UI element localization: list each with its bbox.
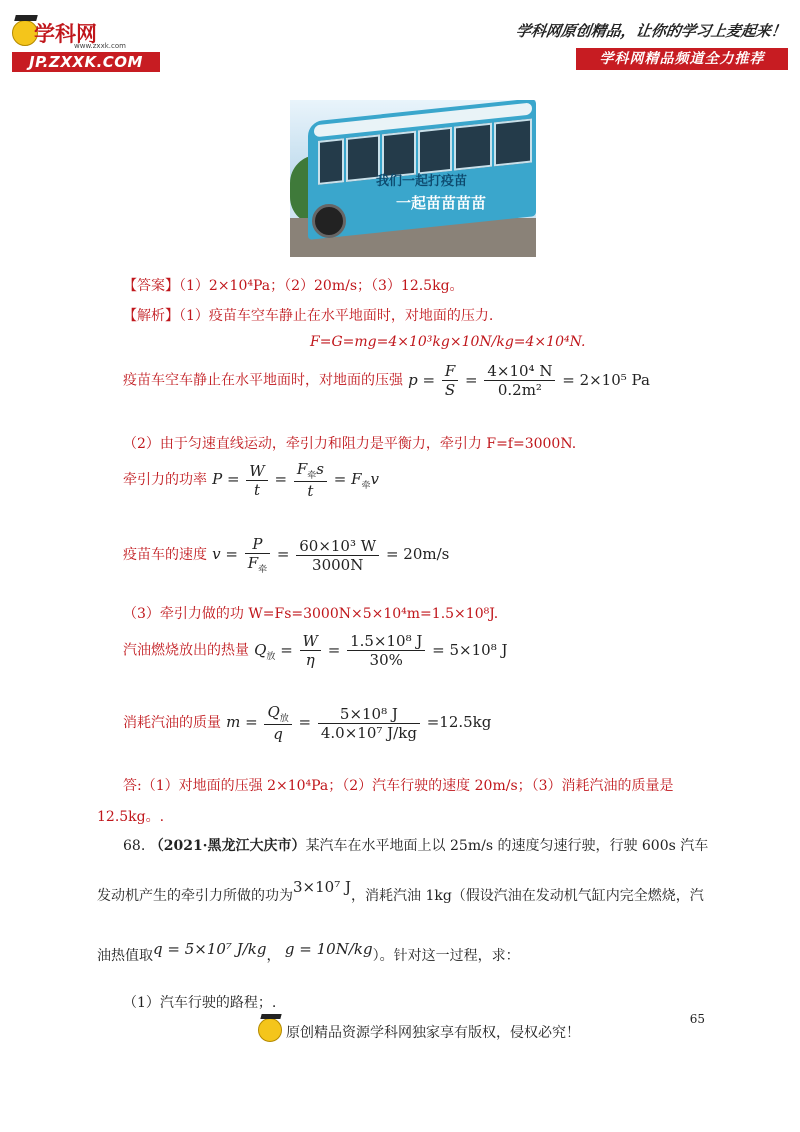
- bus-slogan-line1: 我们一起打疫苗: [376, 174, 468, 189]
- pressure-formula: p = $\frac{F}{S}$ = $\frac{\text{4×10⁴ N}}{\text{0.2m²}}$ = 2×10⁵ Pa: [408, 362, 650, 399]
- question-line1: [123, 835, 708, 855]
- logo-domain-text: www.zxxk.com: [74, 42, 126, 50]
- heat-row: [123, 632, 508, 669]
- pressure-label: 疫苗车空车静止在水平地面时，对地面的压强: [123, 372, 403, 389]
- analysis-part3: （3）牵引力做的功 W=Fs=3000N×5×10⁴m=1.5×10⁸J.: [123, 606, 499, 622]
- speed-formula: v = $\frac{P}{F_牵}$ = $\frac{\text{60×10³ W}}{3000N}$ = 20m/s: [212, 535, 450, 575]
- mass-row: [123, 703, 491, 743]
- logo-brand-text: 学科网: [34, 22, 97, 46]
- bus-photo: [290, 100, 536, 257]
- power-row: [123, 460, 379, 500]
- question-sub1: （1）汽车行驶的路程；.: [123, 995, 277, 1011]
- page-number: 65: [689, 1012, 705, 1026]
- heat-formula: $Q_放$ = $\frac{W}{\eta}$ = $\frac{\text{1.5×10⁸ J}}{30\%}$ = 5×10⁸ J: [254, 632, 508, 669]
- mass-denominator: 4.0×10⁷ J/kg: [320, 723, 417, 742]
- pressure-result: = 2×10⁵ Pa: [562, 370, 650, 389]
- analysis-part2: （2）由于匀速直线运动，牵引力和阻力是平衡力，牵引力 F=f=3000N.: [123, 436, 577, 452]
- footer-copyright: [258, 1016, 598, 1046]
- bus-window: [418, 127, 452, 175]
- copyright-text: 原创精品资源学科网独家享有版权，侵权必究！: [286, 1025, 580, 1041]
- bus-window: [318, 138, 344, 185]
- channel-banner: 学科网精品频道全力推荐: [576, 48, 788, 70]
- mass-result: =12.5kg: [426, 713, 492, 731]
- heat-label: 汽油燃烧放出的热量: [123, 642, 249, 659]
- question-text1: 某汽车在水平地面上以 25m/s 的速度匀速行驶，行驶 600s 汽车: [305, 838, 709, 854]
- question-number: 68.: [123, 838, 146, 854]
- mass-numerator: 5×10⁸ J: [318, 705, 420, 724]
- question-text2-post: ，消耗汽油 1kg（假设汽油在发动机气缸内完全燃烧，汽: [351, 888, 704, 904]
- work-value: 3×10⁷ J: [293, 878, 351, 896]
- pressure-denominator: 0.2m²: [497, 381, 542, 399]
- question-source: （2021·黑龙江大庆市）: [149, 838, 306, 854]
- power-formula: P = $\frac{W}{t}$ = $\frac{F_牵s}{t}$ = $F_牵v$: [212, 460, 379, 500]
- power-label: 牵引力的功率: [123, 472, 207, 488]
- speed-label: 疫苗车的速度: [123, 547, 207, 563]
- speed-result: = 20m/s: [385, 545, 450, 563]
- bus-slogan-line2: 一起苗苗苗苗: [396, 194, 487, 212]
- question-text2-pre: 发动机产生的牵引力所做的功为: [97, 888, 293, 904]
- mascot-icon: [258, 1018, 282, 1042]
- answer-label: 【答案】: [123, 278, 179, 294]
- heat-numerator: 1.5×10⁸ J: [347, 632, 425, 651]
- speed-denominator: 3000N: [312, 555, 364, 574]
- mass-label: 消耗汽油的质量: [123, 715, 221, 731]
- analysis-text1: （1）疫苗车空车静止在水平地面时，对地面的压力.: [179, 308, 494, 324]
- bus-window: [346, 134, 380, 182]
- answer-text: （1）2×10⁴Pa；（2）20m/s；（3）12.5kg。: [179, 278, 464, 294]
- bus-window: [454, 123, 492, 171]
- bus-wheel: [312, 204, 346, 238]
- analysis-label: 【解析】: [123, 308, 179, 324]
- heat-result: = 5×10⁸ J: [432, 640, 508, 659]
- answer-line: [123, 275, 464, 295]
- analysis-line1: [123, 305, 493, 325]
- heat-value-q: q = 5×10⁷ J/kg: [153, 940, 267, 958]
- conclusion-line2: 12.5kg。.: [97, 809, 165, 825]
- question-text3-pre: 油热值取: [97, 948, 153, 964]
- question-line2: [97, 878, 704, 905]
- mass-formula: m = $\frac{Q_放}{q}$ = $\frac{\text{5×10⁸ J}}{\text{4.0×10⁷ J/kg}}$ =12.5kg: [226, 703, 492, 743]
- header-slogan: 学科网原创精品，让你的学习上麦起来！: [514, 22, 788, 40]
- speed-row: [123, 535, 449, 575]
- heat-denominator: 30%: [369, 651, 403, 669]
- conclusion-line1: 答:（1）对地面的压强 2×10⁴Pa；（2）汽车行驶的速度 20m/s；（3）消耗汽油的质量是: [123, 778, 674, 794]
- pressure-numerator: 4×10⁴ N: [484, 362, 555, 381]
- site-logo: [12, 18, 162, 74]
- bus-window: [494, 118, 532, 166]
- gravity-value-g: g = 10N/kg: [284, 940, 373, 958]
- logo-url-banner: JP.ZXXK.COM: [12, 52, 160, 72]
- question-line3: 油热值取q = 5×10⁷ J/kg， g = 10N/kg）。针对这一过程，求：: [97, 940, 520, 964]
- question-text3-post: ）。针对这一过程，求：: [372, 948, 520, 964]
- speed-numerator: 60×10³ W: [296, 537, 379, 556]
- pressure-row: [123, 362, 650, 399]
- force-equation: F=G=mg=4×10³kg×10N/kg=4×10⁴N.: [310, 334, 586, 350]
